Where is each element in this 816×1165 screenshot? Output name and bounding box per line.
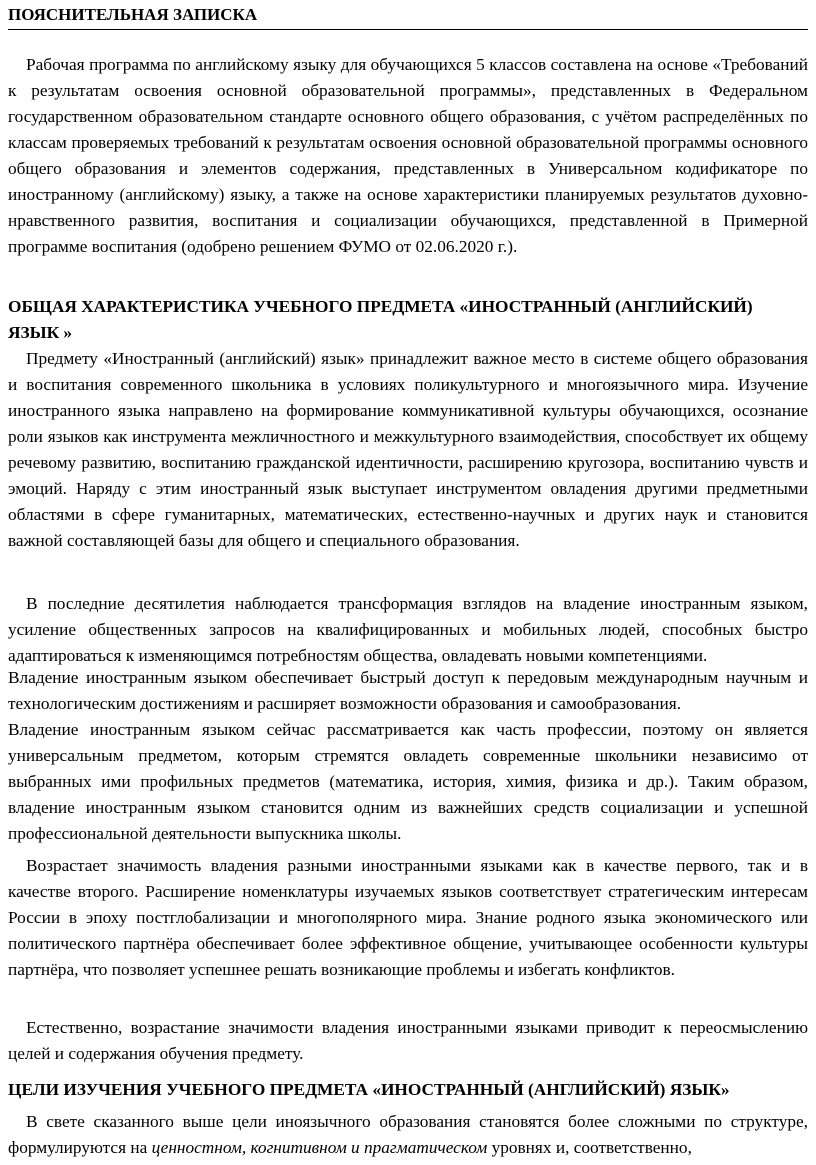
paragraph-access: Владение иностранным языком обеспечивает быстрый доступ к передовым международным научным и технологическим достижениям и расширяет возможности образования и самообразования.: [8, 668, 808, 713]
paragraph-significance: Возрастает значимость владения разными иностранными языками как в качестве первого, так и в качестве второго. Расширение номенклатуры изучаемых языков соответствует стратегическим интересам России в эпоху постглобализации и многополярного мира. Знание родного языка экономического или политического партнёра обеспечивает более эффективное общение, учитывающее особенности культуры партнёра, что позволяет успешнее решать возникающие проблемы и избегать конфликтов.: [8, 856, 808, 979]
paragraph-goals: [8, 1109, 808, 1161]
paragraph-subject-role: Предмету «Иностранный (английский) язык» принадлежит важное место в системе общего образования и воспитания современного школьника в условиях поликультурного и многоязычного мира. Изучение иностранного языка направлено на формирование коммуникативной культуры обучающихся, осознание роли языков как инструмента межличностного и межкультурного взаимодействия, способствует их общему речевому развитию, воспитанию гражданской идентичности, расширению кругозора, воспитанию чувств и эмоций. Наряду с этим иностранный язык выступает инструментом овладения другими предметными областями в сфере гуманитарных, математических, естественно-научных и других наук и становится важной составляющей базы для общего и специального образования.: [8, 349, 808, 550]
goals-text-start: В свете сказанного выше цели иноязычного образования становятся более сложными по структуре, формулируются на: [8, 1112, 808, 1157]
section-heading-characteristics: ОБЩАЯ ХАРАКТЕРИСТИКА УЧЕБНОГО ПРЕДМЕТА «ИНОСТРАННЫЙ (АНГЛИЙСКИЙ) ЯЗЫК »: [8, 297, 753, 342]
intro-paragraph: Рабочая программа по английскому языку для обучающихся 5 классов составлена на основе «Требований к результатам освоения основной образовательной программы», представленных в Федеральном государственном образовательном стандарте основного общего образования, с учётом распределённых по классам проверяемых требований к результатам освоения основной образовательной программы основного общего образования и элементов содержания, представленных в Универсальном кодификаторе по иностранному (английскому) языку, а также на основе характеристики планируемых результатов духовно-нравственного развития, воспитания и социализации обучающихся, представленной в Примерной программе воспитания (одобрено решением ФУМО от 02.06.2020 г.).: [8, 55, 808, 256]
goals-text-end: уровнях и, соответственно,: [487, 1138, 692, 1157]
goals-text-emphasis: ценностном, когнитивном и прагматическом: [151, 1138, 488, 1157]
section-heading-goals: ЦЕЛИ ИЗУЧЕНИЯ УЧЕБНОГО ПРЕДМЕТА «ИНОСТРАННЫЙ (АНГЛИЙСКИЙ) ЯЗЫК»: [8, 1080, 730, 1099]
paragraph-rethinking: Естественно, возрастание значимости владения иностранными языками приводит к переосмыслению целей и содержания обучения предмету.: [8, 1018, 808, 1063]
paragraph-profession: Владение иностранным языком сейчас рассматривается как часть профессии, поэтому он является универсальным предметом, которым стремятся овладеть современные школьники независимо от выбранных ими профильных предметов (математика, история, химия, физика и др.). Таким образом, владение иностранным языком становится одним из важнейших средств социализации и успешной профессиональной деятельности выпускника школы.: [8, 720, 808, 843]
paragraph-transformation: В последние десятилетия наблюдается трансформация взглядов на владение иностранным языком, усиление общественных запросов на квалифицированных и мобильных людей, способных быстро адаптироваться к изменяющимся потребностям общества, овладевать новыми компетенциями.: [8, 594, 808, 665]
document-title: ПОЯСНИТЕЛЬНАЯ ЗАПИСКА: [8, 4, 808, 30]
